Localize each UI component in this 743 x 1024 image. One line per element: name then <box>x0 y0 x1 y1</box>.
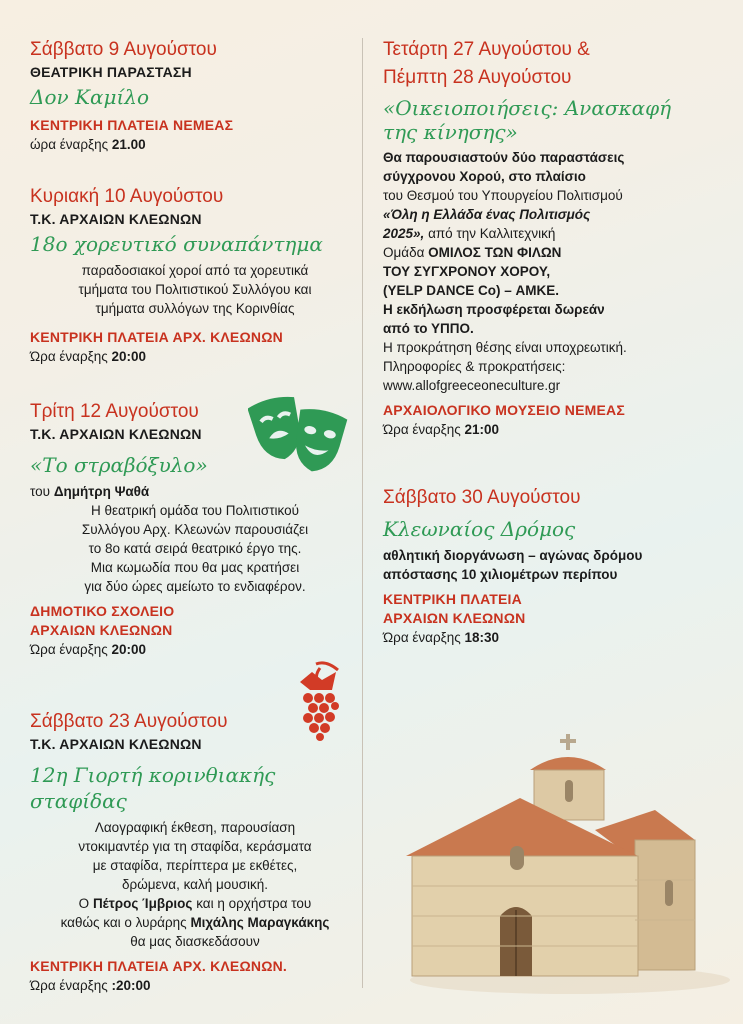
event-time: Ώρα έναρξης 20:00 <box>30 349 147 364</box>
event-title: «Το στραβόξυλο» <box>30 453 208 477</box>
event-place: Τ.Κ. ΑΡΧΑΙΩΝ ΚΛΕΩΝΩΝ <box>30 426 202 442</box>
event-date: Σάββατο 9 Αυγούστου <box>30 39 217 60</box>
event-30-aug <box>383 486 723 648</box>
event-description: Λαογραφική έκθεση, παρουσίαση ντοκιμαντέρ για τη σταφίδα, κεράσματα με σταφίδα, περίπτερα με εκθέτες, δρώμενα, καλή μουσική. Ο Πέτρος Ίμβριος και η ορχήστρα του καθώς και ο λυράρης Μιχάλης Μαραγκάκης θα μας διασκεδάσουν <box>60 820 330 949</box>
event-venue: ΑΡΧΑΙΟΛΟΓΙΚΟ ΜΟΥΣΕΙΟ ΝΕΜΕΑΣ <box>383 402 625 418</box>
event-time: ώρα έναρξης 21.00 <box>30 137 146 152</box>
event-description: αθλητική διοργάνωση – αγώνας δρόμου απόστασης 10 χιλιομέτρων περίπου <box>383 548 643 582</box>
event-23-aug <box>30 710 360 996</box>
event-place: Τ.Κ. ΑΡΧΑΙΩΝ ΚΛΕΩΝΩΝ <box>30 211 202 227</box>
grapes-icon <box>296 660 346 742</box>
event-venue: ΚΕΝΤΡΙΚΗ ΠΛΑΤΕΙΑ ΑΡΧ. ΚΛΕΩΝΩΝ. <box>30 958 288 974</box>
event-category: ΘΕΑΤΡΙΚΗ ΠΑΡΑΣΤΑΣΗ <box>30 64 192 80</box>
church-illustration <box>400 730 730 1000</box>
event-time: Ώρα έναρξης 18:30 <box>383 630 500 645</box>
event-venue: ΚΕΝΤΡΙΚΗ ΠΛΑΤΕΙΑ ΝΕΜΕΑΣ <box>30 117 234 133</box>
event-title: 18ο χορευτικό συναπάντημα <box>30 232 323 256</box>
theatre-masks-icon <box>248 392 348 478</box>
event-time: Ώρα έναρξης :20:00 <box>30 978 151 993</box>
event-date-2: Πέμπτη 28 Αυγούστου <box>383 67 572 88</box>
event-date: Κυριακή 10 Αυγούστου <box>30 186 224 207</box>
event-author: του Δημήτρη Ψαθά <box>30 484 150 499</box>
event-date: Τετάρτη 27 Αυγούστου & <box>383 39 590 60</box>
event-description: Θα παρουσιαστούν δύο παραστάσεις σύγχρονου Χορού, στο πλαίσιο του Θεσμού του Υπουργείου Πολιτισμού «Όλη η Ελλάδα ένας Πολιτισμός 2025», από την Καλλιτεχνική Ομάδα ΟΜΙΛΟΣ ΤΩΝ ΦΙΛΩΝ ΤΟΥ ΣΥΓΧΡΟΝΟΥ ΧΟΡΟΥ, (YELP DANCE Co) – ΑΜΚΕ. Η εκδήλωση προσφέρεται δωρεάν από το ΥΠΠΟ. Η προκράτηση θέσης είναι υποχρεωτική. Πληροφορίες & προκρατήσεις: www.allofgreeceoneculture.gr <box>383 148 723 395</box>
event-venue: ΚΕΝΤΡΙΚΗ ΠΛΑΤΕΙΑ ΑΡΧΑΙΩΝ ΚΛΕΩΝΩΝ <box>383 591 526 626</box>
event-date: Τρίτη 12 Αυγούστου <box>30 401 199 422</box>
event-description: παραδοσιακοί χοροί από τα χορευτικά τμήματα του Πολιτιστικού Συλλόγου και τμήματα συλλόγων της Κορινθίας <box>78 263 312 316</box>
event-title: 12η Γιορτή κορινθιακής σταφίδας <box>30 763 276 813</box>
event-title: Κλεωναίος Δρόμος <box>383 517 576 541</box>
event-10-aug <box>30 185 360 367</box>
event-date: Σάββατο 30 Αυγούστου <box>383 487 581 508</box>
website-link: www.allofgreeceoneculture.gr <box>383 378 561 393</box>
event-time: Ώρα έναρξης 21:00 <box>383 422 500 437</box>
event-9-aug <box>30 38 360 155</box>
event-time: Ώρα έναρξης 20:00 <box>30 642 147 657</box>
event-title: «Οικειοποιήσεις: Ανασκαφή της κίνησης» <box>383 96 672 144</box>
event-title: Δον Καμίλο <box>30 85 150 109</box>
event-27-28-aug <box>383 38 723 440</box>
column-divider <box>362 38 363 988</box>
event-venue: ΚΕΝΤΡΙΚΗ ΠΛΑΤΕΙΑ ΑΡΧ. ΚΛΕΩΝΩΝ <box>30 329 283 345</box>
event-date: Σάββατο 23 Αυγούστου <box>30 711 228 732</box>
event-venue: ΔΗΜΟΤΙΚΟ ΣΧΟΛΕΙΟ ΑΡΧΑΙΩΝ ΚΛΕΩΝΩΝ <box>30 603 175 638</box>
event-description: Η θεατρική ομάδα του Πολιτιστικού Συλλόγου Αρχ. Κλεωνών παρουσιάζει το 8ο κατά σειρά θεατρικό έργο της. Μια κωμωδία που θα μας κρατήσει για δύο ώρες αμείωτο το ενδιαφέρον. <box>81 503 309 594</box>
event-place: Τ.Κ. ΑΡΧΑΙΩΝ ΚΛΕΩΝΩΝ <box>30 736 202 752</box>
